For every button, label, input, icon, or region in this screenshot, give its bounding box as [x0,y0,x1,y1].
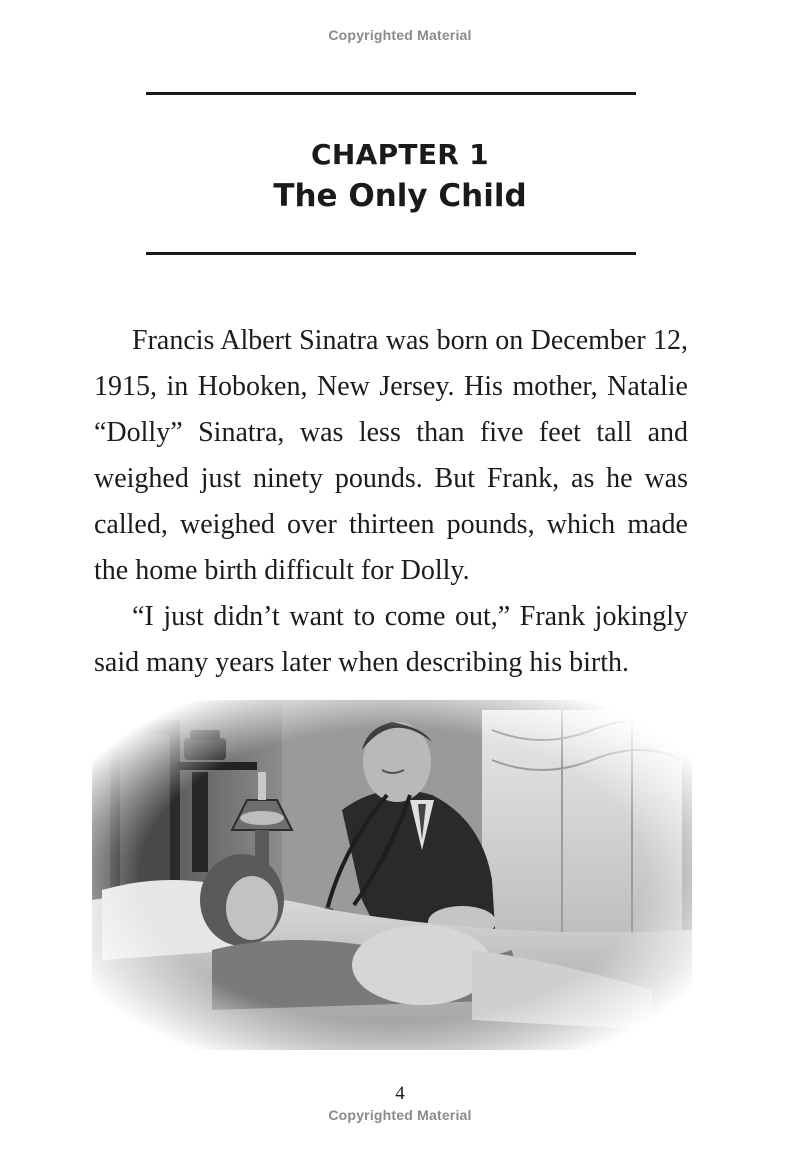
page-number: 4 [395,1083,405,1104]
chapter-body [94,318,688,686]
chapter-label: CHAPTER 1 [311,138,489,171]
chapter-rule-bottom [146,252,636,255]
chapter-rule-top [146,92,636,95]
paragraph: Francis Albert Sinatra was born on December 12, 1915, in Hoboken, New Jersey. His mother, Natalie “Dolly” Sinatra, was less than five feet tall and weighed just ninety pounds. But Frank, as he was called, weighed over thirteen pounds, which made the home birth difficult for Dolly. [94,325,688,586]
paragraph: “I just didn’t want to come out,” Frank jokingly said many years later when describing his birth. [94,601,688,678]
chapter-title: The Only Child [273,178,527,214]
copyright-watermark-top: Copyrighted Material [328,27,472,43]
illustration-doctor-and-mother [92,700,692,1050]
copyright-watermark-bottom: Copyrighted Material [328,1107,472,1123]
